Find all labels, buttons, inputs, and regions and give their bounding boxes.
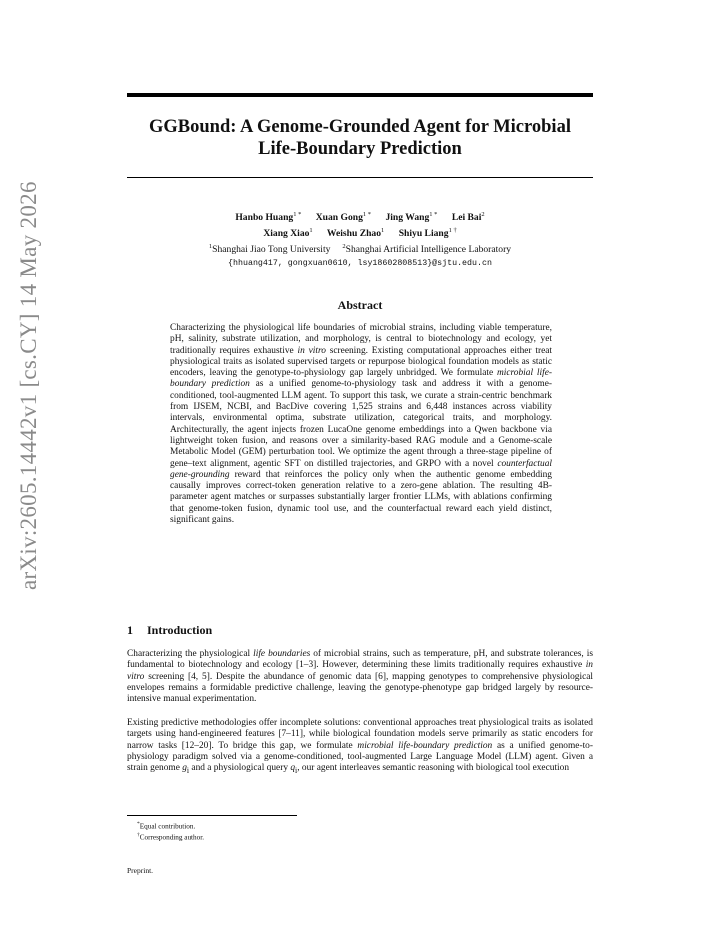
author-name: Lei Bai xyxy=(451,212,482,224)
abstract-text: Characterizing the physiological life boundaries of microbial strains, including viable temperature, pH, salinity, substrate utilization, and morphology, is central to biotechnology and ecology, yet traditionally requires exhaustive xyxy=(170,323,552,356)
body-text: screening [4, 5]. Despite the abundance of genomic data [6], mapping genotypes to comprehensive physiological envelopes remains a formidable predictive challenge, leaving the genotype-phenotype gap bridged largely by resource-intensive manual experimentation. xyxy=(127,671,593,705)
body-text: Characterizing the physiological xyxy=(127,649,254,659)
footnote-equal-contribution xyxy=(127,820,204,831)
abstract-text: as a unified genome-to-physiology task and address it with a genome-conditioned, tool-augmented LLM agent. To support this task, we curate a strain-centric benchmark from IJSEM, NCBI, and BacDive covering 1,525 strains and 6,448 instances across viability intervals, environmental optima, substrate utilization, categorical traits, and morphology. Architecturally, the agent injects frozen LucaOne genome embeddings into a Qwen backbone via lightweight token fusion, and reasons over a similarity-based RAG module and a Genome-scale Metabolic Model (GEM) perturbation tool. We optimize the agent through a three-stage pipeline of gene–text alignment, agentic SFT on distilled trajectories, and GRPO with a novel xyxy=(170,379,553,469)
author-name: Weishu Zhao xyxy=(326,228,382,240)
body-text: as a unified genome-to-physiology paradigm solved via a genome-conditioned, tool-augmented Large Language Model (LLM) agent. Given a strain genome xyxy=(127,740,593,774)
abstract-emphasis: counterfactual gene-grounding xyxy=(170,458,552,480)
body-emphasis: microbial life-boundary prediction xyxy=(357,740,493,751)
abstract-body xyxy=(170,323,552,526)
author-line-1 xyxy=(127,208,593,224)
body-emphasis: in vitro xyxy=(127,660,593,682)
affiliation-2: Shanghai Artificial Intelligence Laboratory xyxy=(345,244,512,256)
author-block xyxy=(127,208,593,270)
abstract-text: reward that reinforces the policy only when the authentic genome embedding causally improves correct-token generation relative to a zero-gene ablation. The resulting 4B-parameter agent matches or surpasses substantially larger frontier LLMs, with ablations confirming that genome-token fusion, dynamic tool use, and the counterfactual reward each yield distinct, significant gains. xyxy=(170,469,552,526)
paper-title xyxy=(127,116,593,160)
author-mark: 1 * xyxy=(293,211,302,218)
abstract-emphasis: microbial life-boundary prediction xyxy=(170,368,552,390)
author-mark: 1 † xyxy=(448,227,457,235)
abstract-text: screening. Existing computational approaches either treat physiological traits as isolated supervised targets or repurpose biological foundation models as static encoders, leaving the genotype-to-physiology gap largely unbridged. We formulate xyxy=(170,345,552,379)
author-name: Xuan Gong xyxy=(315,212,363,224)
footnotes xyxy=(127,820,204,843)
body-emphasis: life boundaries xyxy=(253,649,311,659)
title-bottom-rule xyxy=(127,177,593,178)
author-mark: 2 xyxy=(481,211,485,218)
footnote-rule xyxy=(127,815,297,816)
author-emails: {hhuang417, gongxuan0610, lsy18602808513}@sjtu.edu.cn xyxy=(228,258,492,268)
author-mark: 1 xyxy=(309,227,313,235)
math-subscript: i xyxy=(295,766,298,776)
intro-paragraph-1 xyxy=(127,649,593,705)
section-heading-introduction xyxy=(127,623,212,638)
title-line-1: GGBound: A Genome-Grounded Agent for Microbial xyxy=(149,117,571,137)
title-top-rule xyxy=(127,93,593,97)
abstract-heading: Abstract xyxy=(337,298,383,312)
author-name: Xiang Xiao xyxy=(263,228,310,240)
intro-paragraph-2 xyxy=(127,718,593,776)
abstract-emphasis: in vitro xyxy=(297,345,326,356)
author-name: Hanbo Huang xyxy=(235,212,294,224)
section-title: Introduction xyxy=(147,623,213,637)
title-line-2: Life-Boundary Prediction xyxy=(258,139,462,159)
author-mark: 1 * xyxy=(429,211,438,218)
affiliation-mark: 2 xyxy=(342,243,346,251)
body-text: Existing predictive methodologies offer incomplete solutions: conventional approaches treat physiological traits as isolated targets using hand-engineered features [7–11], while biological foundation models serve primarily as static encoders for narrow tasks [12–20]. To bridge this gap, we formulate xyxy=(127,718,593,751)
body-text: , our agent interleaves semantic reasoning with biological tool execution xyxy=(297,763,570,774)
arxiv-sidebar-stamp: arXiv:2605.14442v1 [cs.CY] 14 May 2026 xyxy=(16,181,41,590)
author-line-2 xyxy=(127,224,593,240)
math-symbol: q xyxy=(290,763,296,774)
preprint-label: Preprint. xyxy=(127,866,154,875)
footnote-text: Equal contribution. xyxy=(139,822,196,831)
author-mark: 1 xyxy=(381,227,385,235)
affiliation-mark: 1 xyxy=(208,243,213,251)
math-subscript: i xyxy=(186,766,190,776)
affiliation-1: Shanghai Jiao Tong University xyxy=(212,244,331,256)
author-name: Shiyu Liang xyxy=(398,228,449,240)
body-text: and a physiological query xyxy=(189,763,291,774)
footnote-text: Corresponding author. xyxy=(139,833,205,842)
section-number: 1 xyxy=(127,623,133,637)
footnote-mark: † xyxy=(137,832,140,839)
affiliations xyxy=(127,240,593,256)
footnote-corresponding-author xyxy=(127,831,204,842)
footnote-mark: * xyxy=(137,821,140,827)
author-name: Jing Wang xyxy=(385,212,430,224)
author-mark: 1 * xyxy=(362,211,372,218)
math-symbol: g xyxy=(182,763,187,774)
body-text: of microbial strains, such as temperature, pH, and substrate tolerances, is fundamental to biotechnology and ecology [1–3]. However, determining these limits traditionally requires exhaustive xyxy=(127,649,593,671)
